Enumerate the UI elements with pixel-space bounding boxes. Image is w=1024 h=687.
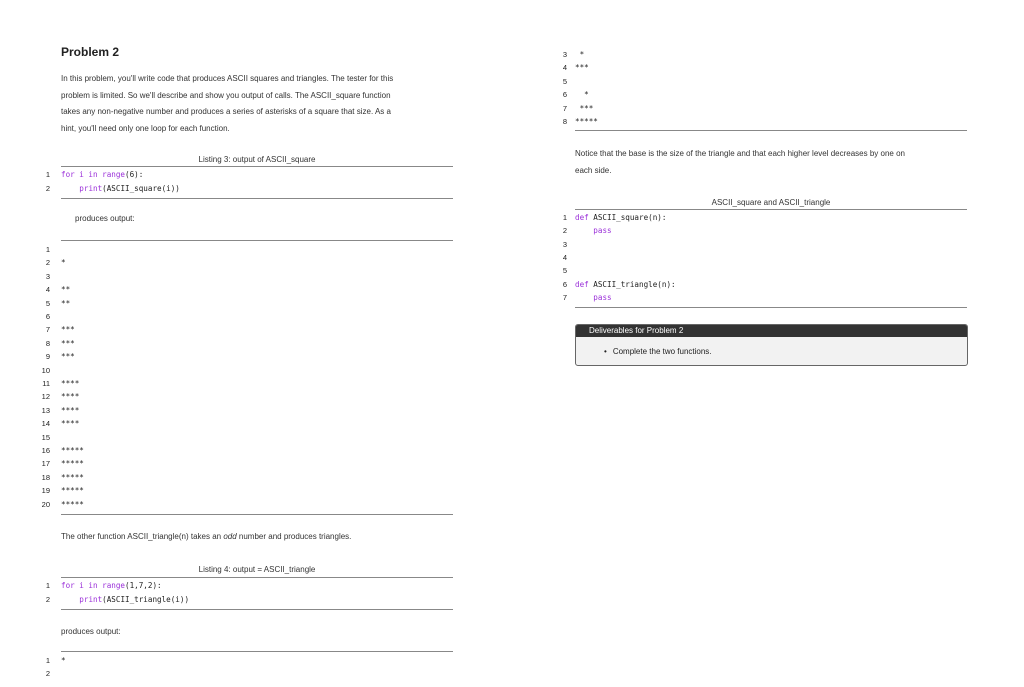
output-line: * — [575, 50, 585, 59]
deliverables-box — [575, 324, 968, 366]
line-number: 11 — [42, 379, 50, 388]
listing5-caption: ASCII_square and ASCII_triangle — [711, 198, 831, 207]
output-line: **** — [61, 405, 80, 415]
listing3-caption: Listing 3: output of ASCII_square — [198, 155, 316, 164]
line-number: 5 — [562, 76, 567, 86]
triangle-intro-text: number and produces triangles. — [236, 532, 352, 541]
line-number: 3 — [562, 50, 567, 59]
output-line: * — [61, 258, 66, 268]
line-number: 17 — [41, 459, 50, 469]
intro-line: problem is limited. So we'll describe and show you output of calls. The ASCII_square function — [61, 90, 391, 100]
listing5-top-rule — [575, 209, 967, 210]
output2-bottom-rule — [575, 130, 967, 131]
code-line — [61, 595, 189, 604]
intro-paragraph — [61, 71, 461, 137]
code-line — [575, 226, 612, 235]
line-number: 6 — [562, 90, 567, 100]
code-indent — [61, 595, 79, 604]
line-number: 9 — [45, 352, 50, 362]
output-line: * — [575, 90, 589, 100]
triangle-intro-text: The other function ASCII_triangle(n) takes an — [61, 532, 224, 541]
code-keyword: print — [79, 184, 103, 193]
output-line: ** — [61, 298, 71, 308]
line-number: 3 — [45, 271, 50, 281]
line-number: 3 — [562, 239, 567, 249]
code-keyword: pass — [593, 292, 612, 302]
code-indent — [61, 184, 79, 193]
intro-line: takes any non-negative number and produces a series of asterisks of a square that size. As a — [61, 107, 391, 116]
line-number: 19 — [41, 486, 50, 496]
output-line: ** — [61, 285, 71, 295]
line-number: 20 — [41, 499, 50, 509]
output-line: * — [61, 656, 66, 665]
output-line: ***** — [61, 499, 84, 509]
output-line: **** — [61, 392, 80, 402]
produces-output-label: produces output: — [75, 214, 135, 223]
code-line — [575, 213, 666, 222]
line-number: 1 — [562, 213, 567, 222]
line-number: 1 — [45, 581, 50, 590]
listing3-bottom-rule — [61, 198, 453, 199]
produces-output-label: produces output: — [61, 627, 121, 636]
output-line: ***** — [61, 472, 84, 482]
code-keyword: def — [575, 279, 589, 289]
line-number: 7 — [562, 103, 567, 113]
code-keyword: def — [575, 213, 589, 222]
code-line — [575, 293, 612, 302]
code-keyword: for i in range — [61, 170, 126, 179]
deliverables-header: Deliverables for Problem 2 — [576, 325, 967, 337]
line-number: 2 — [45, 184, 50, 193]
code-line — [61, 184, 180, 193]
line-number: 5 — [45, 298, 50, 308]
code-rest: (ASCII_triangle(i)) — [102, 595, 190, 604]
code-line — [61, 170, 143, 179]
code-indent — [575, 293, 593, 302]
intro-line: hint, you'll need only one loop for each function. — [61, 123, 230, 133]
line-number: 4 — [562, 252, 567, 262]
code-indent — [575, 226, 593, 235]
line-number: 12 — [41, 392, 50, 402]
code-rest: ASCII_square(n): — [588, 213, 667, 222]
line-number: 4 — [45, 285, 50, 295]
code-rest: (1,7,2): — [125, 581, 162, 590]
line-number: 1 — [45, 245, 50, 254]
line-number: 2 — [45, 669, 50, 678]
line-number: 10 — [41, 365, 50, 375]
intro-line: In this problem, you'll write code that produces ASCII squares and triangles. The tester for this — [61, 74, 394, 83]
code-line — [575, 280, 676, 289]
notice-paragraph — [575, 146, 970, 179]
triangle-intro — [61, 529, 351, 546]
output-line: *** — [575, 63, 589, 73]
line-number: 4 — [562, 63, 567, 73]
listing3-top-rule — [61, 166, 453, 167]
output-line: **** — [61, 419, 80, 429]
line-number: 2 — [45, 258, 50, 268]
output-line: **** — [61, 379, 80, 388]
output-line: ***** — [575, 117, 598, 126]
code-line — [61, 581, 162, 590]
listing4-top-rule — [61, 577, 453, 578]
line-number: 15 — [41, 432, 50, 442]
output2-top-rule — [61, 651, 453, 652]
line-number: 16 — [41, 446, 50, 455]
line-number: 6 — [562, 279, 567, 289]
notice-line: each side. — [575, 165, 612, 175]
line-number: 7 — [562, 292, 567, 302]
code-keyword: pass — [593, 226, 612, 236]
line-number: 6 — [45, 312, 50, 321]
output-line: ***** — [61, 459, 84, 469]
line-number: 18 — [41, 472, 50, 482]
deliverables-item: • Complete the two functions. — [576, 347, 967, 356]
code-keyword: for i in range — [61, 581, 126, 590]
output-line: *** — [61, 338, 75, 348]
listing4-caption: Listing 4: output = ASCII_triangle — [198, 565, 316, 574]
code-keyword: print — [79, 595, 103, 604]
output-line: *** — [61, 325, 75, 335]
problem-title: Problem 2 — [61, 45, 120, 59]
code-rest: (ASCII_square(i)) — [102, 184, 180, 193]
line-number: 8 — [45, 338, 50, 348]
output-line: ***** — [61, 446, 84, 455]
line-number: 8 — [562, 117, 567, 126]
output-line: *** — [575, 103, 594, 113]
line-number: 1 — [45, 170, 50, 179]
line-number: 2 — [45, 595, 50, 604]
line-number: 5 — [562, 266, 567, 276]
notice-line: Notice that the base is the size of the triangle and that each higher level decreases by one on — [575, 149, 905, 158]
line-number: 13 — [41, 405, 50, 415]
line-number: 14 — [41, 419, 50, 429]
triangle-intro-emphasis: odd — [223, 532, 237, 541]
listing4-bottom-rule — [61, 609, 453, 610]
code-rest: ASCII_triangle(n): — [588, 279, 676, 289]
output1-top-rule — [61, 240, 453, 241]
output1-bottom-rule — [61, 514, 453, 515]
output-line: *** — [61, 352, 75, 362]
line-number: 1 — [45, 656, 50, 665]
listing5-bottom-rule — [575, 307, 967, 308]
output-line: ***** — [61, 486, 84, 496]
line-number: 7 — [45, 325, 50, 335]
line-number: 2 — [562, 226, 567, 236]
code-rest: (6): — [125, 170, 144, 179]
